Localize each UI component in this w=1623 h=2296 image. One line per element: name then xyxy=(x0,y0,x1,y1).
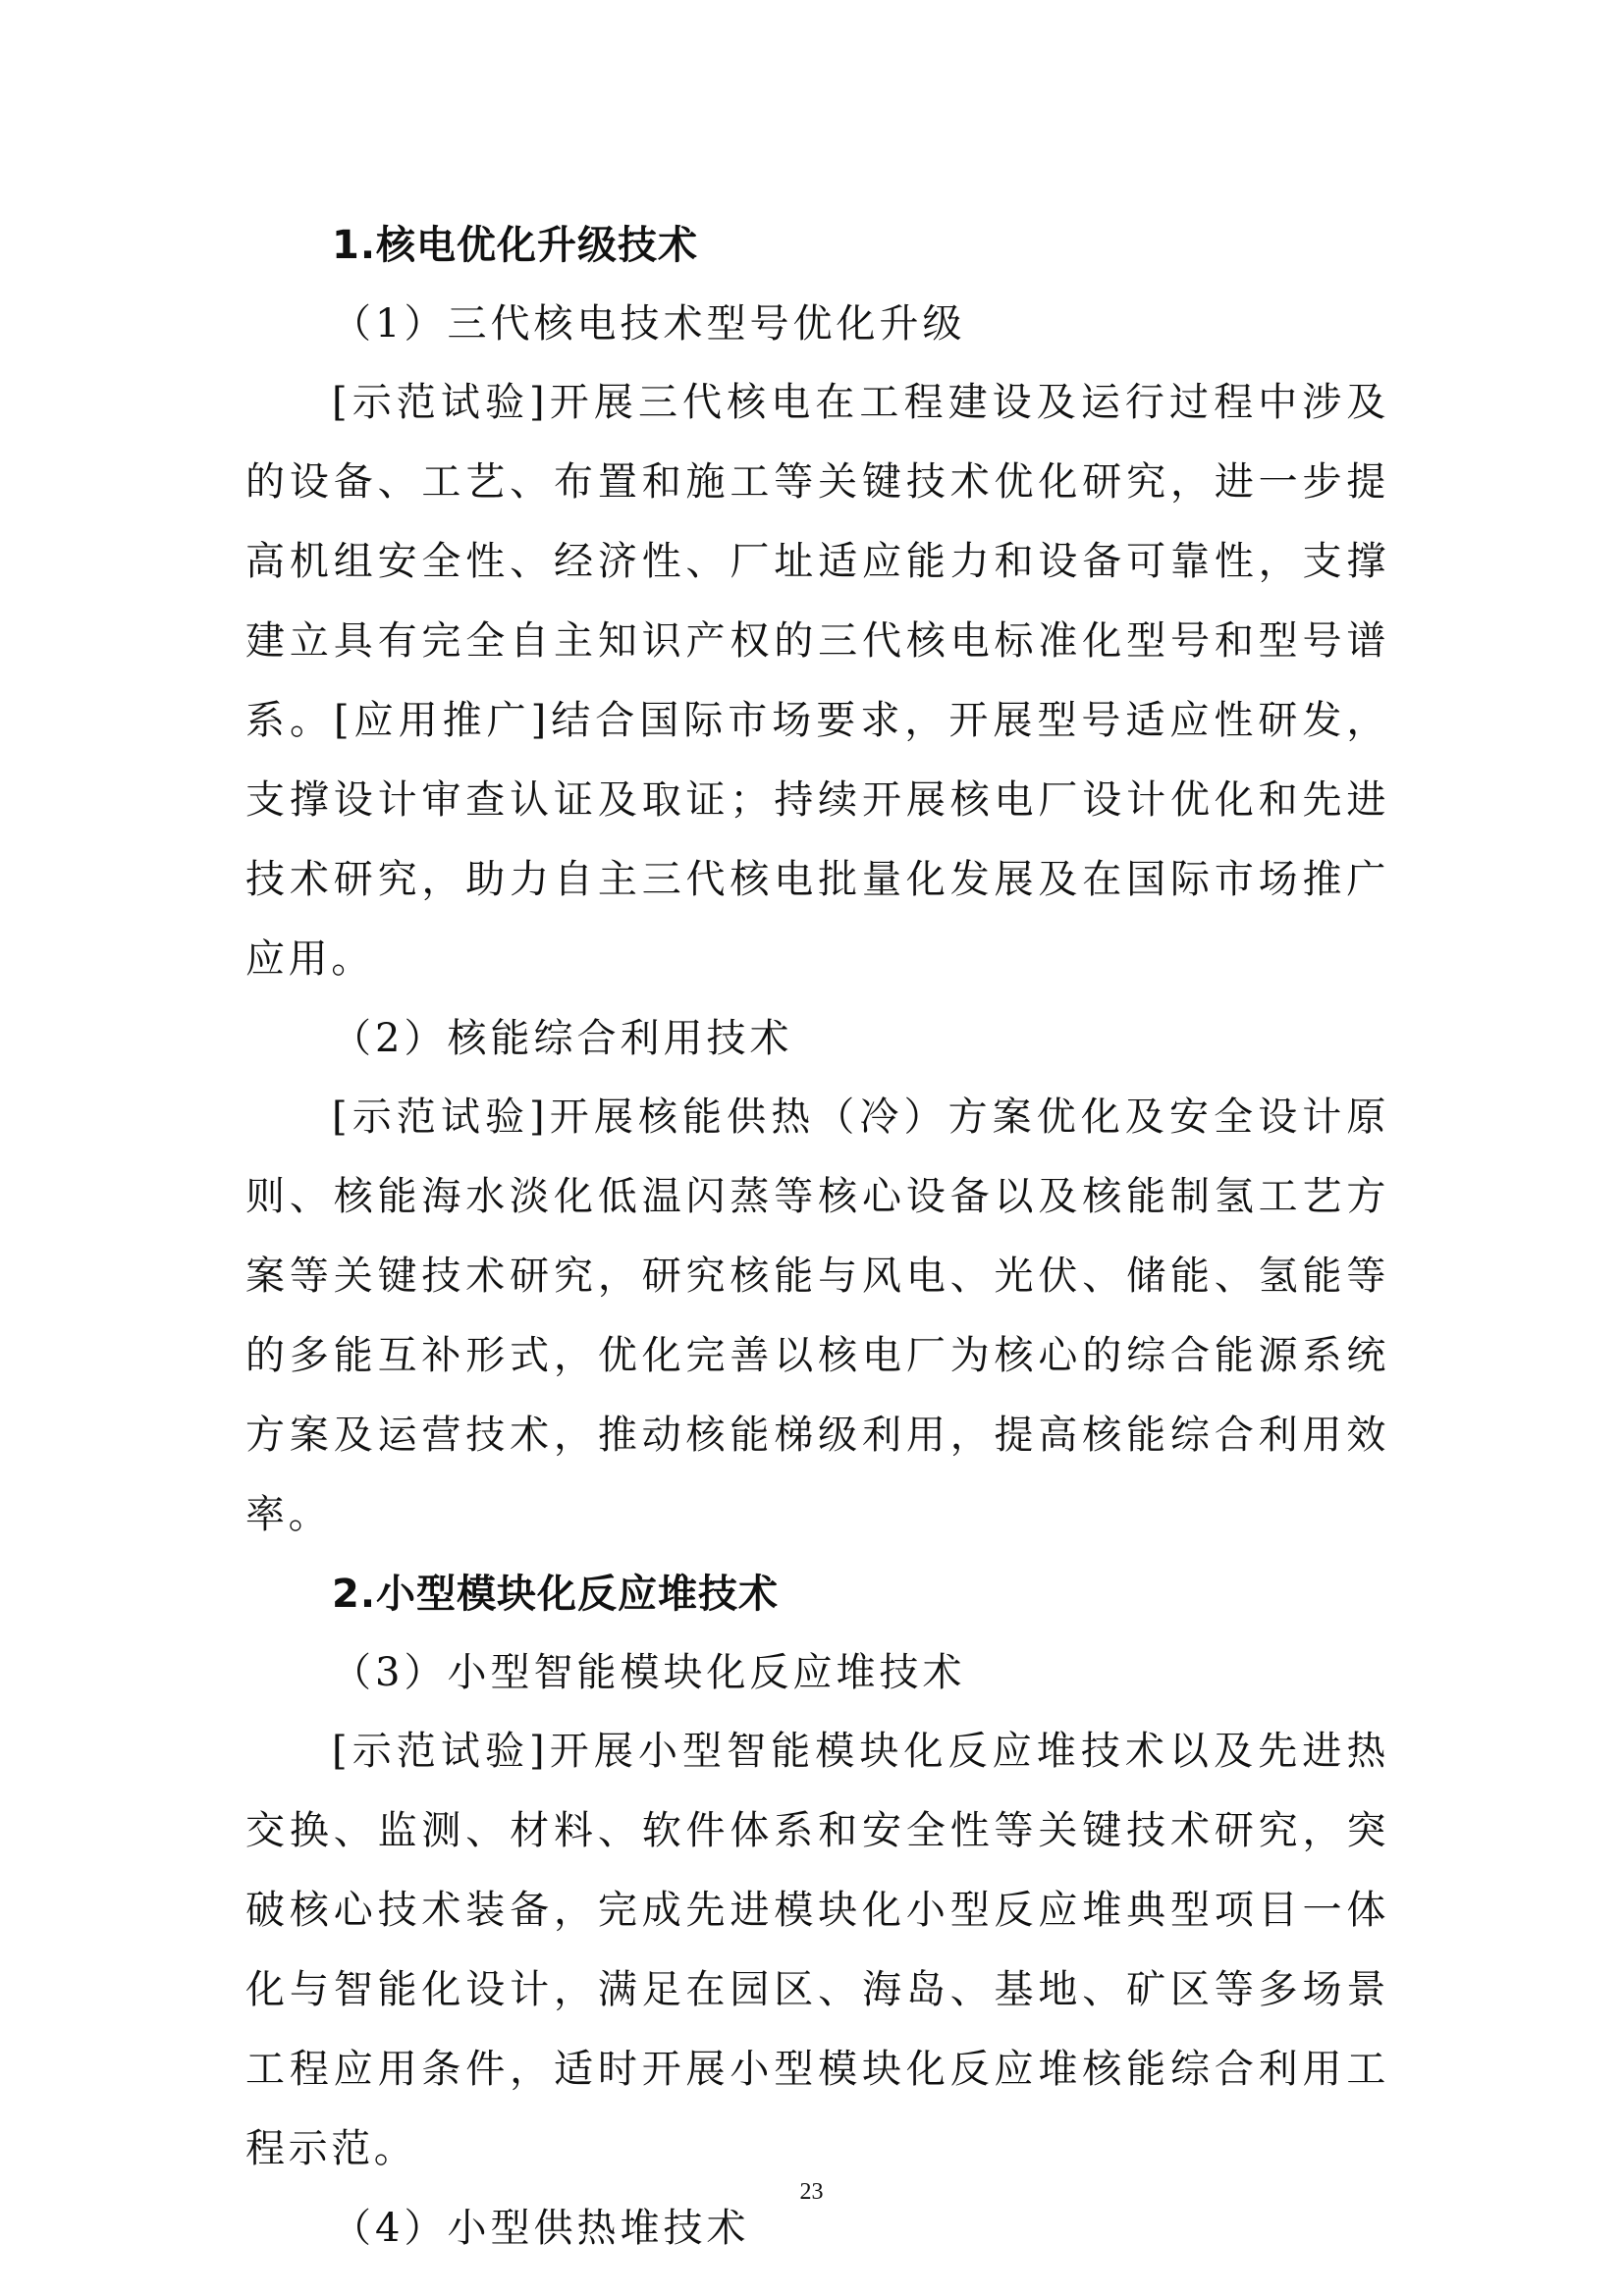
subheading-3: （3）小型智能模块化反应堆技术 xyxy=(332,1650,966,1695)
document-body xyxy=(245,206,1389,2268)
section-heading-1: 1.核电优化升级技术 xyxy=(332,223,699,268)
paragraph-3: [示范试验]开展小型智能模块化反应堆技术以及先进热交换、监测、材料、软件体系和安全性等关键技术研究，突破核心技术装备，完成先进模块化小型反应堆典型项目一体化与智能化设计，满足在园区、海岛、基地、矿区等多场景工程应用条件，适时开展小型模块化反应堆核能综合利用工程示范。 xyxy=(245,1729,1389,2171)
paragraph-2: [示范试验]开展核能供热（冷）方案优化及安全设计原则、核能海水淡化低温闪蒸等核心设备以及核能制氢工艺方案等关键技术研究，研究核能与风电、光伏、储能、氢能等的多能互补形式，优化完善以核电厂为核心的综合能源系统方案及运营技术，推动核能梯级利用，提高核能综合利用效率。 xyxy=(245,1095,1389,1537)
page-number: 23 xyxy=(799,2179,824,2205)
subheading-2: （2）核能综合利用技术 xyxy=(332,1016,793,1061)
section-heading-2: 2.小型模块化反应堆技术 xyxy=(332,1572,780,1617)
subheading-1: （1）三代核电技术型号优化升级 xyxy=(332,301,966,347)
paragraph-1: [示范试验]开展三代核电在工程建设及运行过程中涉及的设备、工艺、布置和施工等关键技术优化研究，进一步提高机组安全性、经济性、厂址适应能力和设备可靠性，支撑建立具有完全自主知识产权的三代核电标准化型号和型号谱系。[应用推广]结合国际市场要求，开展型号适应性研发，支撑设计审查认证及取证；持续开展核电厂设计优化和先进技术研究，助力自主三代核电批量化发展及在国际市场推广应用。 xyxy=(245,380,1389,982)
subheading-4: （4）小型供热堆技术 xyxy=(332,2206,750,2251)
